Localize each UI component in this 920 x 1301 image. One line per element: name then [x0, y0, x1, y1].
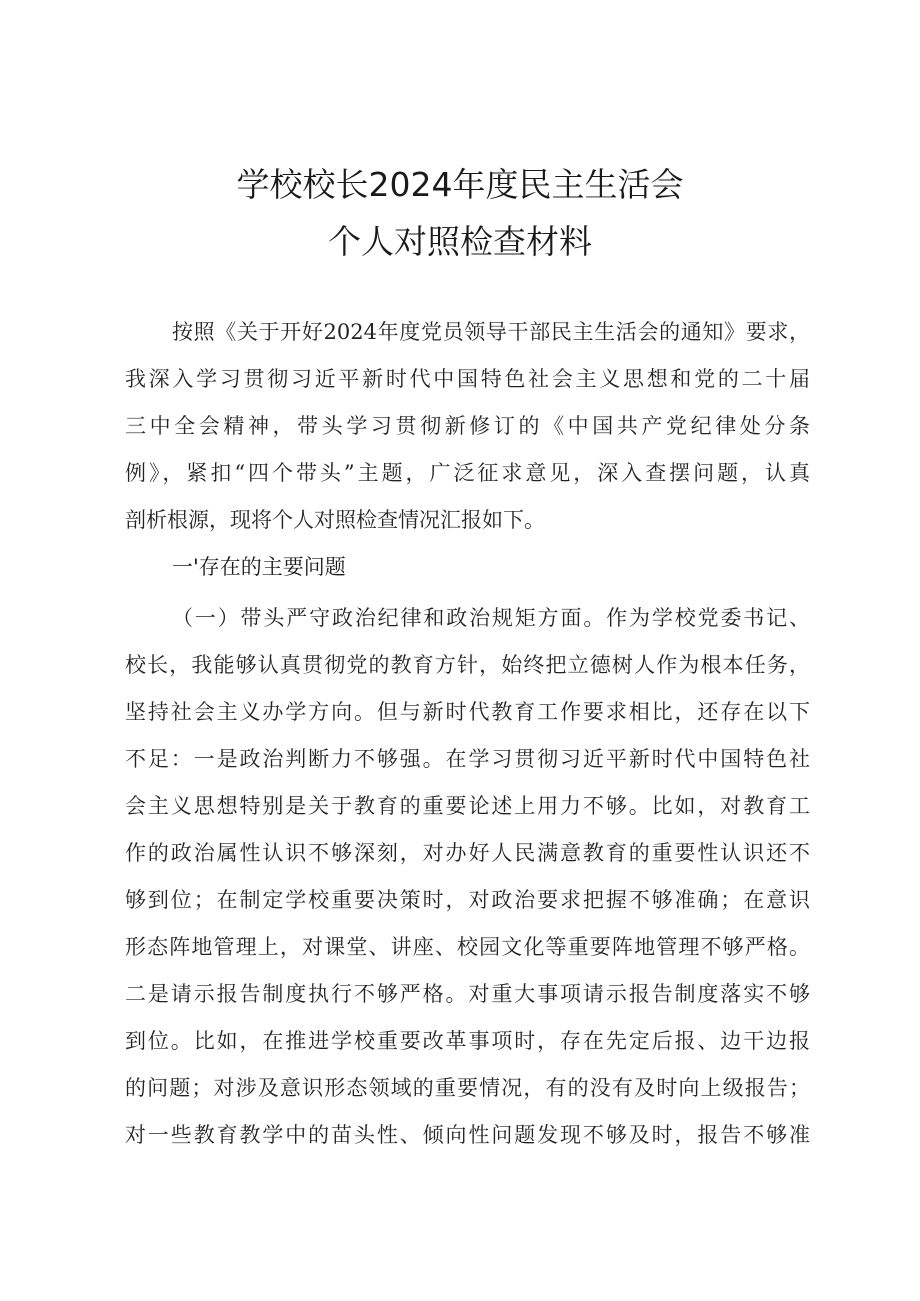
- intro-paragraph-line: 例》，紧扣“四个带头”主题，广泛征求意见，深入查摆问题，认真: [125, 461, 810, 485]
- section-paragraph-line: 的问题；对涉及意识形态领域的重要情况，有的没有及时向上级报告；: [125, 1076, 810, 1100]
- section-paragraph-line: 形态阵地管理上，对课堂、讲座、校园文化等重要阵地管理不够严格。: [125, 935, 810, 959]
- section-paragraph-line: 二是请示报告制度执行不够严格。对重大事项请示报告制度落实不够: [125, 982, 810, 1006]
- intro-paragraph-line: 剖析根源，现将个人对照检查情况汇报如下。: [125, 508, 545, 532]
- section-heading: 一'存在的主要问题: [172, 555, 346, 579]
- section-paragraph-line: 会主义思想特别是关于教育的重要论述上用力不够。比如，对教育工: [125, 794, 810, 818]
- document-title-line-2: 个人对照检查材料: [328, 222, 592, 261]
- intro-paragraph-line: 三中全会精神，带头学习贯彻新修订的《中国共产党纪律处分条: [125, 414, 810, 438]
- section-paragraph-line: 不足：一是政治判断力不够强。在学习贯彻习近平新时代中国特色社: [125, 747, 810, 771]
- section-paragraph-line: 坚持社会主义办学方向。但与新时代教育工作要求相比，还存在以下: [125, 700, 810, 724]
- section-paragraph-line: 够到位；在制定学校重要决策时，对政治要求把握不够准确；在意识: [125, 888, 810, 912]
- section-paragraph-line: 作的政治属性认识不够深刻，对办好人民满意教育的重要性认识还不: [125, 841, 810, 865]
- section-paragraph-line: 校长，我能够认真贯彻党的教育方针，始终把立德树人作为根本任务，: [125, 653, 810, 677]
- section-paragraph-line: 对一些教育教学中的苗头性、倾向性问题发现不够及时，报告不够准: [125, 1123, 810, 1147]
- intro-paragraph-line: 我深入学习贯彻习近平新时代中国特色社会主义思想和党的二十届: [125, 367, 810, 391]
- intro-paragraph-line: 按照《关于开好2024年度党员领导干部民主生活会的通知》要求，: [172, 320, 810, 344]
- section-paragraph-line: 到位。比如，在推进学校重要改革事项时，存在先定后报、边干边报: [125, 1029, 810, 1053]
- section-paragraph-line: （一）带头严守政治纪律和政治规矩方面。作为学校党委书记、: [172, 606, 810, 630]
- document-title-line-1: 学校校长2024年度民主生活会: [236, 165, 684, 204]
